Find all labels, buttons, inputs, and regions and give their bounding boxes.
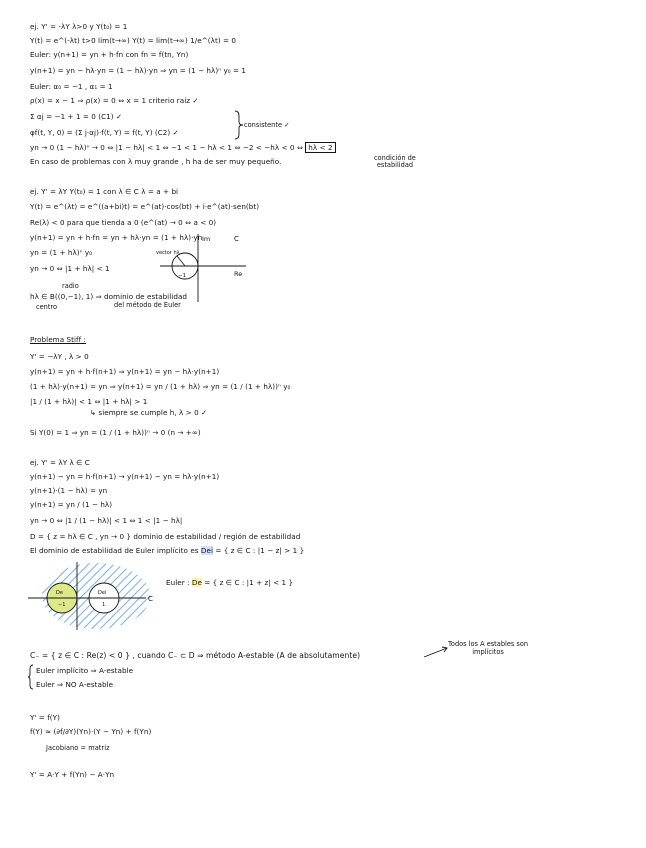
implicit-euler-text: El dominio de estabilidad de Euler implícito es xyxy=(30,546,201,555)
plus-one-mark: 1 xyxy=(102,602,106,608)
stiff-always-true: ↳ siempre se cumple h, λ > 0 ✓ xyxy=(90,408,208,417)
im-label: Im xyxy=(202,235,211,243)
ej1-euler-recursion: y(n+1) = yn − hλ·yn = (1 − hλ)·yn ⇒ yn = (1 − hλ)ⁿ y₀ = 1 xyxy=(30,66,247,75)
ej1-condition-c1: Σ αj = −1 + 1 = 0 (C1) ✓ xyxy=(30,112,123,121)
note-arrow xyxy=(422,644,450,660)
ej2-exact-solution: Y(t) = e^(λt) = e^((a+bi)t) = e^(at)·cos(bt) + i·e^(at)·sen(bt) xyxy=(30,202,260,211)
euler-method-label: del método de Euler xyxy=(114,301,181,309)
ej3-rearranged: y(n+1)·(1 − hλ) = yn xyxy=(30,486,108,495)
minus-one-mark: −1 xyxy=(58,602,66,608)
stiff-condition: |1 / (1 + hλ)| < 1 ⇔ |1 + hλ| > 1 xyxy=(30,397,148,406)
vector-label: vector hλ xyxy=(156,250,180,256)
euler-text: Euler : xyxy=(166,578,192,587)
implicit-euler-domain xyxy=(30,546,304,555)
stability-chain: yn → 0 (1 − hλ)ⁿ → 0 ⇔ |1 − hλ| < 1 ⇔ −1 < 1 − hλ < 1 ⇔ −2 < −hλ < 0 ⇔ xyxy=(30,143,303,152)
ej2-decay-condition: Re(λ) < 0 para que tienda a 0 (e^(at) → 0 ⇔ a < 0) xyxy=(30,218,217,227)
minus-one-label: −1 xyxy=(178,273,187,279)
implicit-euler-set: = { z ∈ C : |1 − z| > 1 } xyxy=(213,546,305,555)
linearization: f(Y) ≈ (∂f/∂Y)(Yn)·(Y − Yn) + f(Yn) xyxy=(30,727,152,736)
autonomous-equation: Y' = f(Y) xyxy=(30,713,60,722)
linearized-system: Y' = A·Y + f(Yn) − A·Yn xyxy=(30,770,115,779)
stability-domains-plot xyxy=(26,558,154,632)
de-highlight: De xyxy=(191,578,202,587)
euler-stability-plot xyxy=(156,232,250,304)
implicit-note: Todos los A estables son implícitos xyxy=(448,640,529,656)
ej1-euler-method: Euler: y(n+1) = yn + h·fn con fn = f(tn, Yn) xyxy=(30,50,189,59)
euler-set: = { z ∈ C : |1 + z| < 1 } xyxy=(201,578,294,587)
ej2-statement: ej. Y' = λY Y(t₀) = 1 con λ ∈ C λ = a + bi xyxy=(30,187,179,196)
stiff-title: Problema Stiff : xyxy=(30,335,87,344)
centro-label: centro xyxy=(36,303,58,311)
stability-condition-note: condición de estabilidad xyxy=(374,154,416,169)
jacobian-note: Jacobiano = matriz xyxy=(46,744,110,752)
stability-result-box: hλ < 2 xyxy=(305,142,335,153)
euler-domain xyxy=(166,578,293,587)
ej2-convergence: yn → 0 ⇔ |1 + hλ| < 1 xyxy=(30,264,110,273)
ej1-root-criterion: ρ(x) = x − 1 ⇒ ρ(x) = 0 ⇔ x = 1 criterio raíz ✓ xyxy=(30,96,199,105)
ej1-statement: ej. Y' = -λY λ>0 y Y(t₀) = 1 xyxy=(30,22,128,31)
stability-domain-definition: D = { z = hλ ∈ C , yn → 0 } dominio de estabilidad / región de estabilidad xyxy=(30,532,301,541)
stiff-equation: Y' = −λY , λ > 0 xyxy=(30,352,89,361)
plane-c-label: C xyxy=(148,595,153,603)
stiff-limit: Si Y(0) = 1 ⇒ yn = (1 / (1 + hλ))ⁿ → 0 (n → +∞) xyxy=(30,428,201,437)
ej3-convergence: yn → 0 ⇔ |1 / (1 − hλ)| < 1 ⇔ 1 < |1 − hλ| xyxy=(30,516,183,525)
methods-brace xyxy=(28,664,34,690)
ej3-statement: ej. Y' = λY λ ∈ C xyxy=(30,458,90,467)
radio-label: radio xyxy=(62,282,79,290)
ej1-conclusion: En caso de problemas con λ muy grande , h ha de ser muy pequeño. xyxy=(30,157,282,166)
ej2-closed-form: yn = (1 + hλ)ⁿ y₀ xyxy=(30,248,93,257)
de-region-label: De xyxy=(56,590,63,596)
stiff-solution: (1 + hλ)·y(n+1) = yn ⇒ y(n+1) = yn / (1 + hλ) ⇒ yn = (1 / (1 + hλ))ⁿ y₀ xyxy=(30,382,291,391)
re-label: Re xyxy=(234,270,243,278)
ej2-euler-recursion: y(n+1) = yn + h·fn = yn + hλ·yn = (1 + hλ)·yn xyxy=(30,233,203,242)
radius-vector xyxy=(177,256,185,266)
implicit-euler-a-stable: Euler implícito ⇒ A-estable xyxy=(36,666,134,675)
consistente-label: consistente ✓ xyxy=(244,121,290,129)
dei-region-label: Dei xyxy=(98,590,107,596)
ej2-stability-domain: hλ ∈ B((0,−1), 1) ⇒ dominio de estabilidad xyxy=(30,292,188,301)
a-stable-definition: C₋ = { z ∈ C : Re(z) < 0 } , cuando C₋ ⊂ D ⇒ método A-estable (A de absolutamente) xyxy=(30,651,361,660)
ej1-exact-solution: Y(t) = e^(-λt) t>0 lim(t→∞) Y(t) = lim(t→∞) 1/e^(λt) = 0 xyxy=(30,36,237,45)
ej3-implicit-step: y(n+1) − yn = h·f(n+1) → y(n+1) − yn = hλ·y(n+1) xyxy=(30,472,220,481)
dei-highlight: Dei xyxy=(200,546,214,555)
consistency-brace xyxy=(234,110,244,140)
ej1-stability-derivation xyxy=(30,143,336,152)
ej1-condition-c2: φf(t, Y, 0) = (Σ j·αj)·f(t, Y) = f(t, Y) (C2) ✓ xyxy=(30,128,179,137)
euler-not-a-stable: Euler ⇒ NO A-estable xyxy=(36,680,114,689)
ej3-solution: y(n+1) = yn / (1 − hλ) xyxy=(30,500,113,509)
stiff-implicit-step: y(n+1) = yn + h·f(n+1) ⇒ y(n+1) = yn − hλ·y(n+1) xyxy=(30,367,220,376)
c-label: C xyxy=(234,235,239,243)
ej1-alpha-coefficients: Euler: α₀ = −1 , α₁ = 1 xyxy=(30,82,113,91)
